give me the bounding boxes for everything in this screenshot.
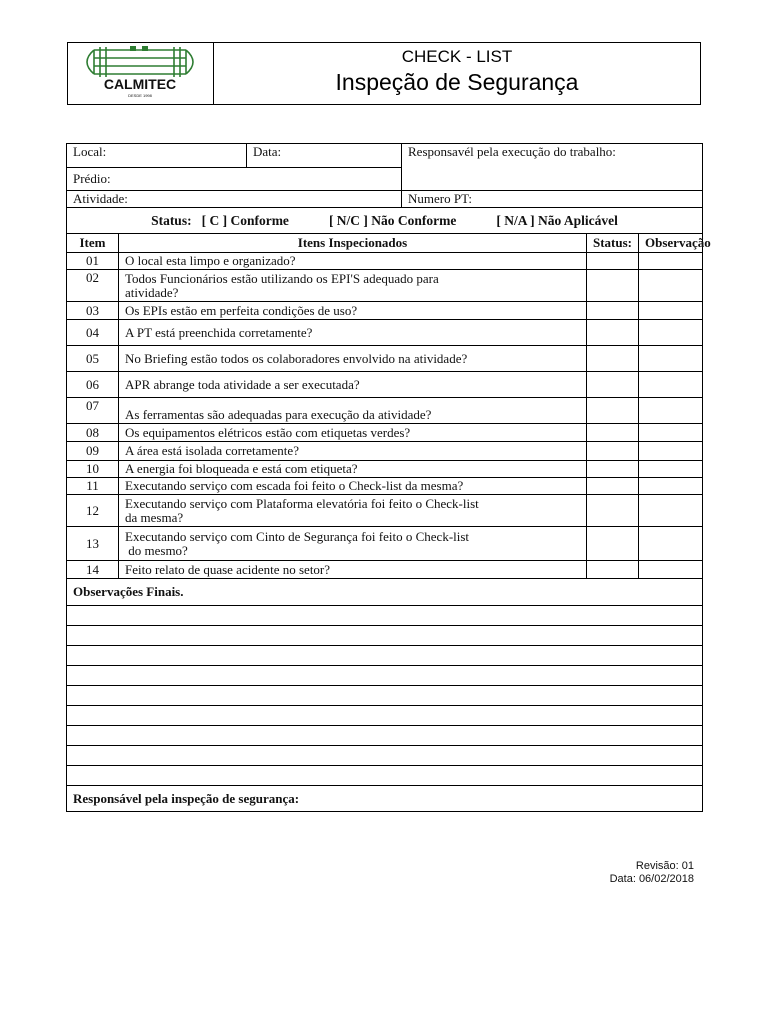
item-text: A energia foi bloqueada e está com etiqueta? — [119, 461, 587, 478]
table-row — [67, 424, 703, 442]
blank-line — [67, 626, 703, 646]
item-text: A área está isolada corretamente? — [119, 442, 587, 461]
responsavel-inspecao-row — [67, 786, 703, 812]
observacao-cell[interactable] — [639, 346, 703, 372]
predio-field[interactable]: Prédio: — [67, 168, 402, 191]
logo-text: CALMITEC — [103, 76, 177, 92]
status-cell[interactable] — [587, 495, 639, 527]
observacoes-finais-label: Observações Finais. — [67, 579, 703, 606]
col-header-observacao: Observação — [639, 234, 703, 253]
table-row — [67, 495, 703, 527]
observacao-cell[interactable] — [639, 398, 703, 424]
observacao-line[interactable] — [67, 706, 703, 726]
item-number: 04 — [67, 320, 119, 346]
table-row — [67, 346, 703, 372]
table-row — [67, 461, 703, 478]
logo-subtext: DESDE 1998 — [128, 93, 152, 98]
item-text — [119, 527, 587, 561]
observacao-cell[interactable] — [639, 372, 703, 398]
status-legend-row — [67, 208, 703, 234]
blank-line — [67, 606, 703, 626]
table-row — [67, 442, 703, 461]
title-cell — [214, 43, 700, 104]
table-row — [67, 302, 703, 320]
observacao-cell[interactable] — [639, 478, 703, 495]
col-header-status: Status: — [587, 234, 639, 253]
status-cell[interactable] — [587, 461, 639, 478]
item-number: 11 — [67, 478, 119, 495]
status-cell[interactable] — [587, 398, 639, 424]
observacao-cell[interactable] — [639, 424, 703, 442]
status-conforme: [ C ] Conforme — [201, 212, 289, 228]
revision-footer — [610, 860, 694, 886]
item-text: Feito relato de quase acidente no setor? — [119, 561, 587, 579]
responsavel-inspecao-label[interactable]: Responsável pela inspeção de segurança: — [67, 786, 703, 812]
observacao-line[interactable] — [67, 726, 703, 746]
status-cell[interactable] — [587, 270, 639, 302]
numero-pt-field[interactable]: Numero PT: — [402, 191, 703, 208]
observacao-cell[interactable] — [639, 442, 703, 461]
status-cell[interactable] — [587, 527, 639, 561]
status-cell[interactable] — [587, 372, 639, 398]
checklist-table — [66, 143, 711, 812]
observacao-line[interactable] — [67, 746, 703, 766]
item-text-line: da mesma? — [125, 509, 184, 525]
observacao-cell[interactable] — [639, 495, 703, 527]
table-row — [67, 320, 703, 346]
status-cell[interactable] — [587, 561, 639, 579]
calmitec-logo — [72, 45, 208, 101]
blank-line — [67, 706, 703, 726]
col-header-itens: Itens Inspecionados — [119, 234, 587, 253]
item-number: 02 — [67, 270, 119, 302]
observacao-cell[interactable] — [639, 561, 703, 579]
item-text-line: Todos Funcionários estão utilizando os EPI'S adequado para — [125, 270, 439, 286]
item-text: APR abrange toda atividade a ser executada? — [119, 372, 587, 398]
blank-line — [67, 766, 703, 786]
item-number: 06 — [67, 372, 119, 398]
document-header — [67, 42, 701, 105]
blank-line — [67, 646, 703, 666]
table-row — [67, 398, 703, 424]
observacao-cell[interactable] — [639, 527, 703, 561]
revision-number: Revisão: 01 — [635, 860, 694, 872]
status-cell[interactable] — [587, 478, 639, 495]
item-text — [119, 270, 587, 302]
item-text: Os EPIs estão em perfeita condições de uso? — [119, 302, 587, 320]
observacao-cell[interactable] — [639, 302, 703, 320]
observacao-cell[interactable] — [639, 270, 703, 302]
item-text: O local esta limpo e organizado? — [119, 253, 587, 270]
info-row-3 — [67, 191, 703, 208]
item-number: 01 — [67, 253, 119, 270]
observacao-line[interactable] — [67, 666, 703, 686]
responsavel-execucao-field[interactable]: Responsavél pela execução do trabalho: — [402, 144, 703, 191]
item-number: 03 — [67, 302, 119, 320]
col-header-item: Item — [67, 234, 119, 253]
item-text: As ferramentas são adequadas para execução da atividade? — [119, 398, 587, 424]
revision-date: Data: 06/02/2018 — [609, 873, 694, 885]
status-cell[interactable] — [587, 442, 639, 461]
document-title: Inspeção de Segurança — [335, 69, 579, 95]
item-number: 12 — [67, 495, 119, 527]
observacao-cell[interactable] — [639, 253, 703, 270]
info-row-1 — [67, 144, 703, 168]
observacao-line[interactable] — [67, 606, 703, 626]
table-row — [67, 527, 703, 561]
item-number: 08 — [67, 424, 119, 442]
table-row — [67, 372, 703, 398]
table-row — [67, 478, 703, 495]
blank-line — [67, 726, 703, 746]
data-field[interactable]: Data: — [247, 144, 402, 168]
blank-line — [67, 746, 703, 766]
item-number: 14 — [67, 561, 119, 579]
item-text-line: do mesmo? — [125, 542, 188, 558]
item-number: 10 — [67, 461, 119, 478]
observacao-cell[interactable] — [639, 461, 703, 478]
item-text-line: Executando serviço com Cinto de Segurança foi feito o Check-list — [125, 528, 470, 544]
table-row — [67, 270, 703, 302]
observacoes-finais-row — [67, 579, 703, 606]
observacao-line[interactable] — [67, 766, 703, 786]
item-text: No Briefing estão todos os colaboradores envolvido na atividade? — [119, 346, 587, 372]
column-header-row — [67, 234, 703, 253]
table-row — [67, 253, 703, 270]
blank-line — [67, 686, 703, 706]
status-nao-conforme: [ N/C ] Não Conforme — [328, 212, 457, 228]
status-cell[interactable] — [587, 424, 639, 442]
document-subtitle: CHECK - LIST — [401, 47, 513, 66]
item-text: Executando serviço com escada foi feito o Check-list da mesma? — [119, 478, 587, 495]
item-number: 05 — [67, 346, 119, 372]
status-cell[interactable] — [587, 320, 639, 346]
item-text: A PT está preenchida corretamente? — [119, 320, 587, 346]
item-text — [119, 495, 587, 527]
status-legend — [67, 208, 703, 234]
item-text: Os equipamentos elétricos estão com etiquetas verdes? — [119, 424, 587, 442]
logo-cell — [68, 43, 214, 104]
item-text-line: Executando serviço com Plataforma elevatória foi feito o Check-list — [125, 495, 479, 511]
status-cell[interactable] — [587, 253, 639, 270]
status-cell[interactable] — [587, 302, 639, 320]
blank-line — [67, 666, 703, 686]
table-row — [67, 561, 703, 579]
atividade-field[interactable]: Atividade: — [67, 191, 402, 208]
status-nao-aplicavel: [ N/A ] Não Aplicável — [496, 212, 618, 228]
local-field[interactable]: Local: — [67, 144, 247, 168]
observacao-cell[interactable] — [639, 320, 703, 346]
item-number: 13 — [67, 527, 119, 561]
item-number: 07 — [67, 398, 119, 424]
observacao-line[interactable] — [67, 646, 703, 666]
observacao-line[interactable] — [67, 686, 703, 706]
status-prefix: Status: — [151, 212, 192, 228]
observacao-line[interactable] — [67, 626, 703, 646]
item-text-line: atividade? — [125, 284, 179, 300]
status-cell[interactable] — [587, 346, 639, 372]
item-number: 09 — [67, 442, 119, 461]
